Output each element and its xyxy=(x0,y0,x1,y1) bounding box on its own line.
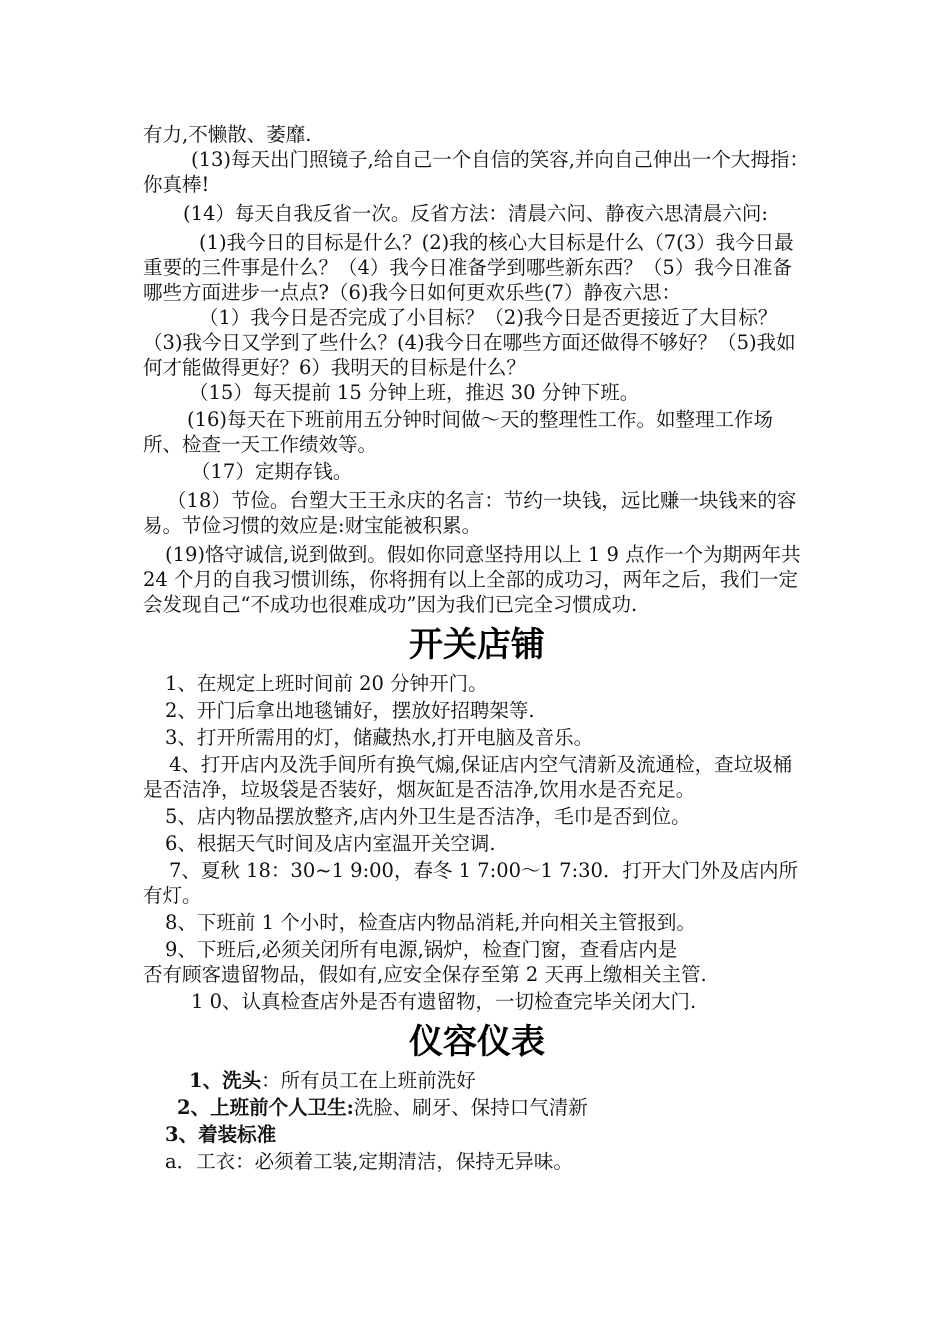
morning-six-questions: (1)我今日的目标是什么？(2)我的核心大目标是什么（7(3）我今日最重要的三件事是什么？（4）我今日准备学到哪些新东西？（5）我今日准备哪些方面进步一点点?（6)我今日如何更欢乐些(7）静夜六思： xyxy=(143,231,794,304)
section-title-appearance: 仪容仪表 xyxy=(409,1022,545,1062)
store-item-6: 6、根据天气时间及店内室温开关空调. xyxy=(165,832,496,855)
appearance-item-1-text: ：所有员工在上班前洗好 xyxy=(261,1069,476,1092)
appearance-item-2 xyxy=(143,1095,811,1120)
store-item-9-continued: 否有顾客遗留物品，假如有,应安全保存至第 2 天再上缴相关主管. xyxy=(143,963,707,986)
appearance-item-2-text: 洗脸、刷牙、保持口气清新 xyxy=(353,1096,588,1119)
store-item-1: 1、在规定上班时间前 20 分钟开门。 xyxy=(165,672,488,695)
habit-19: (19)恪守诚信,说到做到。假如你同意坚持用以上 1 9 点作一个为期两年共 24 个月的自我习惯训练，你将拥有以上全部的成功习，两年之后，我们一定会发现自己“不成功也很难成功”因为我们已完全习惯成功. xyxy=(143,543,801,616)
appearance-item-3: 3、着装标准 xyxy=(165,1123,277,1146)
habit-17: （17）定期存钱。 xyxy=(191,460,353,483)
habit-15: （15）每天提前 15 分钟上班，推迟 30 分钟下班。 xyxy=(189,381,640,404)
store-item-7: 7、夏秋 18：30~1 9:00，春冬 1 7:00～1 7:30．打开大门外及店内所有灯。 xyxy=(143,859,798,907)
habit-13: (13)每天出门照镜子,给自己一个自信的笑容,并向自己伸出一个大拇指：你真棒! xyxy=(143,148,809,196)
store-item-4: 4、打开店内及洗手间所有换气煽,保证店内空气清新及流通检，查垃圾桶是否洁净，垃圾袋是否装好，烟灰缸是否洁净,饮用水是否充足。 xyxy=(143,753,793,801)
store-item-3: 3、打开所需用的灯，储藏热水,打开电脑及音乐。 xyxy=(165,726,594,749)
habit-16: (16)每天在下班前用五分钟时间做～天的整理性工作。如整理工作场所、检查一天工作绩效等。 xyxy=(143,408,774,456)
store-item-9: 9、下班后,必须关闭所有电源,锅炉，检查门窗，查看店内是 xyxy=(165,938,678,961)
night-six-reflections: （1）我今日是否完成了小目标？（2)我今日是否更接近了大目标？（3)我今日又学到了些什么？(4)我今日在哪些方面还做得不够好？（5)我如何才能做得更好？6）我明天的目标是什么？ xyxy=(143,306,796,379)
store-item-8: 8、下班前 1 个小时，检查店内物品消耗,并向相关主管报到。 xyxy=(165,911,696,934)
habit-14: (14）每天自我反省一次。反省方法：清晨六问、静夜六思清晨六问: xyxy=(183,202,768,225)
document-body xyxy=(143,122,811,1174)
store-item-2: 2、开门后拿出地毯铺好，摆放好招聘架等. xyxy=(165,699,535,722)
section-title-open-close-store: 开关店铺 xyxy=(409,625,545,665)
appearance-item-2-label: 2、上班前个人卫生: xyxy=(177,1096,354,1119)
paragraph-continued: 有力,不懒散、萎靡. xyxy=(143,123,312,146)
appearance-item-1 xyxy=(143,1068,811,1093)
appearance-item-1-label: 1、洗头 xyxy=(189,1069,262,1092)
appearance-item-4: a．工衣：必须着工装,定期清洁，保持无异味。 xyxy=(165,1150,573,1173)
store-item-5: 5、店内物品摆放整齐,店内外卫生是否洁净，毛巾是否到位。 xyxy=(165,805,691,828)
habit-18: （18）节俭。台塑大王王永庆的名言：节约一块钱，远比赚一块钱来的容易。节俭习惯的效应是:财宝能被积累。 xyxy=(143,489,797,537)
store-item-10: 1 0、认真检查店外是否有遗留物，一切检查完毕关闭大门. xyxy=(191,990,697,1013)
